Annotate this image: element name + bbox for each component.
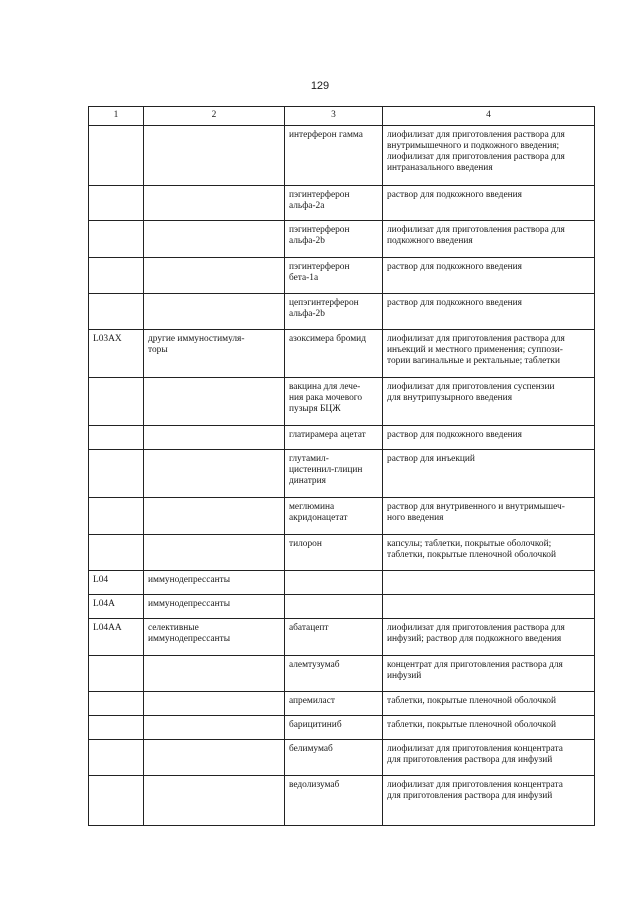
drug-name-cell [285, 186, 383, 221]
group-name-cell [144, 571, 285, 595]
drug-name-line: барицитиниб [289, 720, 342, 730]
group-name-cell [144, 330, 285, 378]
dosage-form-line: раствор для подкожного введения [387, 298, 522, 308]
group-name-cell [144, 656, 285, 692]
dosage-form-cell [383, 535, 595, 571]
drug-name-line: интерферон гамма [289, 130, 363, 140]
table-row [89, 498, 595, 535]
drug-name-cell [285, 716, 383, 740]
group-name-cell [144, 126, 285, 186]
drug-name-cell [285, 330, 383, 378]
group-name-line: иммунодепрессанты [148, 599, 231, 609]
atc-code-cell [89, 450, 144, 498]
drug-name-line: пузыря БЦЖ [289, 404, 341, 415]
drug-name-cell [285, 776, 383, 826]
atc-code-cell [89, 258, 144, 294]
dosage-form-line: лиофилизат для приготовления суспензии [387, 382, 555, 392]
dosage-form-line: лиофилизат для приготовления раствора для [387, 225, 565, 235]
drug-name-line: цистеинил-глицин [289, 465, 363, 476]
dosage-form-cell [383, 692, 595, 716]
dosage-form-cell [383, 294, 595, 330]
dosage-form-cell [383, 126, 595, 186]
group-name-cell [144, 740, 285, 776]
dosage-form-line: тории вагинальные и ректальные; таблетки [387, 356, 560, 367]
group-name-cell [144, 619, 285, 656]
dosage-form-line: инъекций и местного применения; суппози- [387, 345, 563, 356]
dosage-form-line: раствор для подкожного введения [387, 190, 522, 200]
group-name-cell [144, 692, 285, 716]
drug-name-line: ведолизумаб [289, 780, 340, 790]
group-name-cell [144, 221, 285, 258]
dosage-form-line: лиофилизат для приготовления раствора для [387, 152, 565, 163]
drug-name-line: белимумаб [289, 744, 333, 754]
group-name-cell [144, 294, 285, 330]
drug-name-cell [285, 498, 383, 535]
header-col-2: 2 [144, 107, 285, 126]
dosage-form-cell [383, 571, 595, 595]
atc-code-cell: L04AA [89, 619, 144, 656]
table-row [89, 450, 595, 498]
dosage-form-line: инфузий; раствор для подкожного введения [387, 634, 562, 645]
dosage-form-cell [383, 619, 595, 656]
table-row [89, 571, 595, 595]
atc-code-cell: L04A [89, 595, 144, 619]
drug-name-cell [285, 740, 383, 776]
dosage-form-cell [383, 595, 595, 619]
drug-name-line: альфа-2а [289, 201, 325, 212]
drug-name-line: пэгинтерферон [289, 190, 350, 200]
group-name-line: иммунодепрессанты [148, 634, 231, 645]
dosage-form-line: внутримышечного и подкожного введения; [387, 141, 560, 152]
atc-code-cell [89, 378, 144, 426]
atc-code-cell [89, 656, 144, 692]
drug-name-cell [285, 692, 383, 716]
dosage-form-line: таблетки, покрытые пленочной оболочкой [387, 550, 556, 561]
table-row [89, 716, 595, 740]
dosage-form-cell [383, 776, 595, 826]
atc-code-cell [89, 186, 144, 221]
group-name-line: иммунодепрессанты [148, 575, 231, 585]
dosage-form-line: раствор для подкожного введения [387, 430, 522, 440]
dosage-form-cell [383, 656, 595, 692]
table-row [89, 378, 595, 426]
group-name-cell [144, 595, 285, 619]
dosage-form-line: для приготовления раствора для инфузий [387, 791, 553, 802]
drug-name-line: пэгинтерферон [289, 262, 350, 272]
dosage-form-line: лиофилизат для приготовления раствора для [387, 334, 565, 344]
atc-code-cell [89, 426, 144, 450]
dosage-form-line: инфузий [387, 671, 422, 682]
dosage-form-cell [383, 378, 595, 426]
table-row [89, 294, 595, 330]
dosage-form-cell [383, 740, 595, 776]
drug-name-cell [285, 294, 383, 330]
dosage-form-cell [383, 186, 595, 221]
table-row [89, 258, 595, 294]
group-name-cell [144, 186, 285, 221]
dosage-form-cell [383, 450, 595, 498]
atc-code-cell [89, 294, 144, 330]
dosage-form-cell [383, 330, 595, 378]
atc-code-cell [89, 498, 144, 535]
drug-name-cell [285, 619, 383, 656]
atc-code-cell [89, 126, 144, 186]
table-row [89, 776, 595, 826]
dosage-form-line: таблетки, покрытые пленочной оболочкой [387, 696, 556, 706]
dosage-form-line: раствор для внутривенного и внутримышеч- [387, 502, 565, 512]
table-row [89, 740, 595, 776]
atc-code-cell: L04 [89, 571, 144, 595]
group-name-line: торы [148, 345, 168, 356]
group-name-cell [144, 426, 285, 450]
drug-name-line: пэгинтерферон [289, 225, 350, 235]
atc-code-cell [89, 221, 144, 258]
dosage-form-line: концентрат для приготовления раствора для [387, 660, 563, 670]
group-name-cell [144, 776, 285, 826]
drug-name-line: тилорон [289, 539, 322, 549]
atc-code-cell [89, 776, 144, 826]
atc-code-cell [89, 692, 144, 716]
dosage-form-cell [383, 426, 595, 450]
drug-name-line: альфа-2b [289, 309, 325, 320]
drug-name-line: ния рака мочевого [289, 393, 363, 404]
drug-name-line: вакцина для лече- [289, 382, 361, 392]
dosage-form-line: подкожного введения [387, 236, 473, 247]
dosage-form-line: лиофилизат для приготовления раствора для [387, 130, 565, 140]
table-row [89, 656, 595, 692]
drug-name-cell [285, 535, 383, 571]
drug-name-line: бета-1а [289, 273, 319, 284]
header-row [89, 107, 595, 126]
dosage-form-line: для приготовления раствора для инфузий [387, 755, 553, 766]
group-name-cell [144, 498, 285, 535]
dosage-form-cell [383, 258, 595, 294]
dosage-form-line: раствор для подкожного введения [387, 262, 522, 272]
group-name-cell [144, 258, 285, 294]
table-row [89, 535, 595, 571]
drug-name-line: меглюмина [289, 502, 335, 512]
group-name-cell [144, 535, 285, 571]
dosage-form-line: лиофилизат для приготовления концентрата [387, 780, 563, 790]
dosage-form-line: капсулы; таблетки, покрытые оболочкой; [387, 539, 552, 549]
drug-name-cell [285, 656, 383, 692]
atc-code-cell [89, 740, 144, 776]
drug-name-cell [285, 221, 383, 258]
table-row [89, 221, 595, 258]
drug-name-line: алемтузумаб [289, 660, 340, 670]
drug-table [88, 106, 595, 826]
drug-name-line: динатрия [289, 476, 326, 487]
header-col-3: 3 [285, 107, 383, 126]
drug-name-cell [285, 450, 383, 498]
drug-name-cell [285, 426, 383, 450]
dosage-form-line: лиофилизат для приготовления раствора для [387, 623, 565, 633]
dosage-form-cell [383, 498, 595, 535]
header-col-1: 1 [89, 107, 144, 126]
atc-code-cell: L03AX [89, 330, 144, 378]
drug-name-line: глутамил- [289, 454, 329, 464]
dosage-form-line: ного введения [387, 513, 444, 524]
drug-name-line: альфа-2b [289, 236, 325, 247]
drug-name-line: цепэгинтерферон [289, 298, 359, 308]
dosage-form-line: для внутрипузырного введения [387, 393, 513, 404]
page-number: 129 [310, 80, 330, 92]
drug-name-cell [285, 258, 383, 294]
atc-code-cell [89, 535, 144, 571]
dosage-form-line: лиофилизат для приготовления концентрата [387, 744, 563, 754]
drug-name-cell [285, 571, 383, 595]
drug-name-line: апремиласт [289, 696, 335, 706]
drug-name-cell [285, 595, 383, 619]
drug-name-cell [285, 126, 383, 186]
drug-name-line: глатирамера ацетат [289, 430, 366, 440]
dosage-form-line: таблетки, покрытые пленочной оболочкой [387, 720, 556, 730]
table-row [89, 330, 595, 378]
table-row [89, 595, 595, 619]
dosage-form-line: раствор для инъекций [387, 454, 475, 464]
table-row [89, 126, 595, 186]
table-row [89, 186, 595, 221]
group-name-line: другие иммуностимуля- [148, 334, 245, 344]
group-name-cell [144, 716, 285, 740]
table-row [89, 692, 595, 716]
group-name-cell [144, 378, 285, 426]
group-name-cell [144, 450, 285, 498]
group-name-line: селективные [148, 623, 199, 633]
table-row [89, 619, 595, 656]
atc-code-cell [89, 716, 144, 740]
drug-name-line: азоксимера бромид [289, 334, 366, 344]
dosage-form-cell [383, 221, 595, 258]
table-row [89, 426, 595, 450]
drug-name-line: акридонацетат [289, 513, 348, 524]
header-col-4: 4 [383, 107, 595, 126]
table-body [89, 126, 595, 826]
dosage-form-cell [383, 716, 595, 740]
dosage-form-line: интраназального введения [387, 163, 493, 174]
drug-name-line: абатацепт [289, 623, 329, 633]
drug-name-cell [285, 378, 383, 426]
